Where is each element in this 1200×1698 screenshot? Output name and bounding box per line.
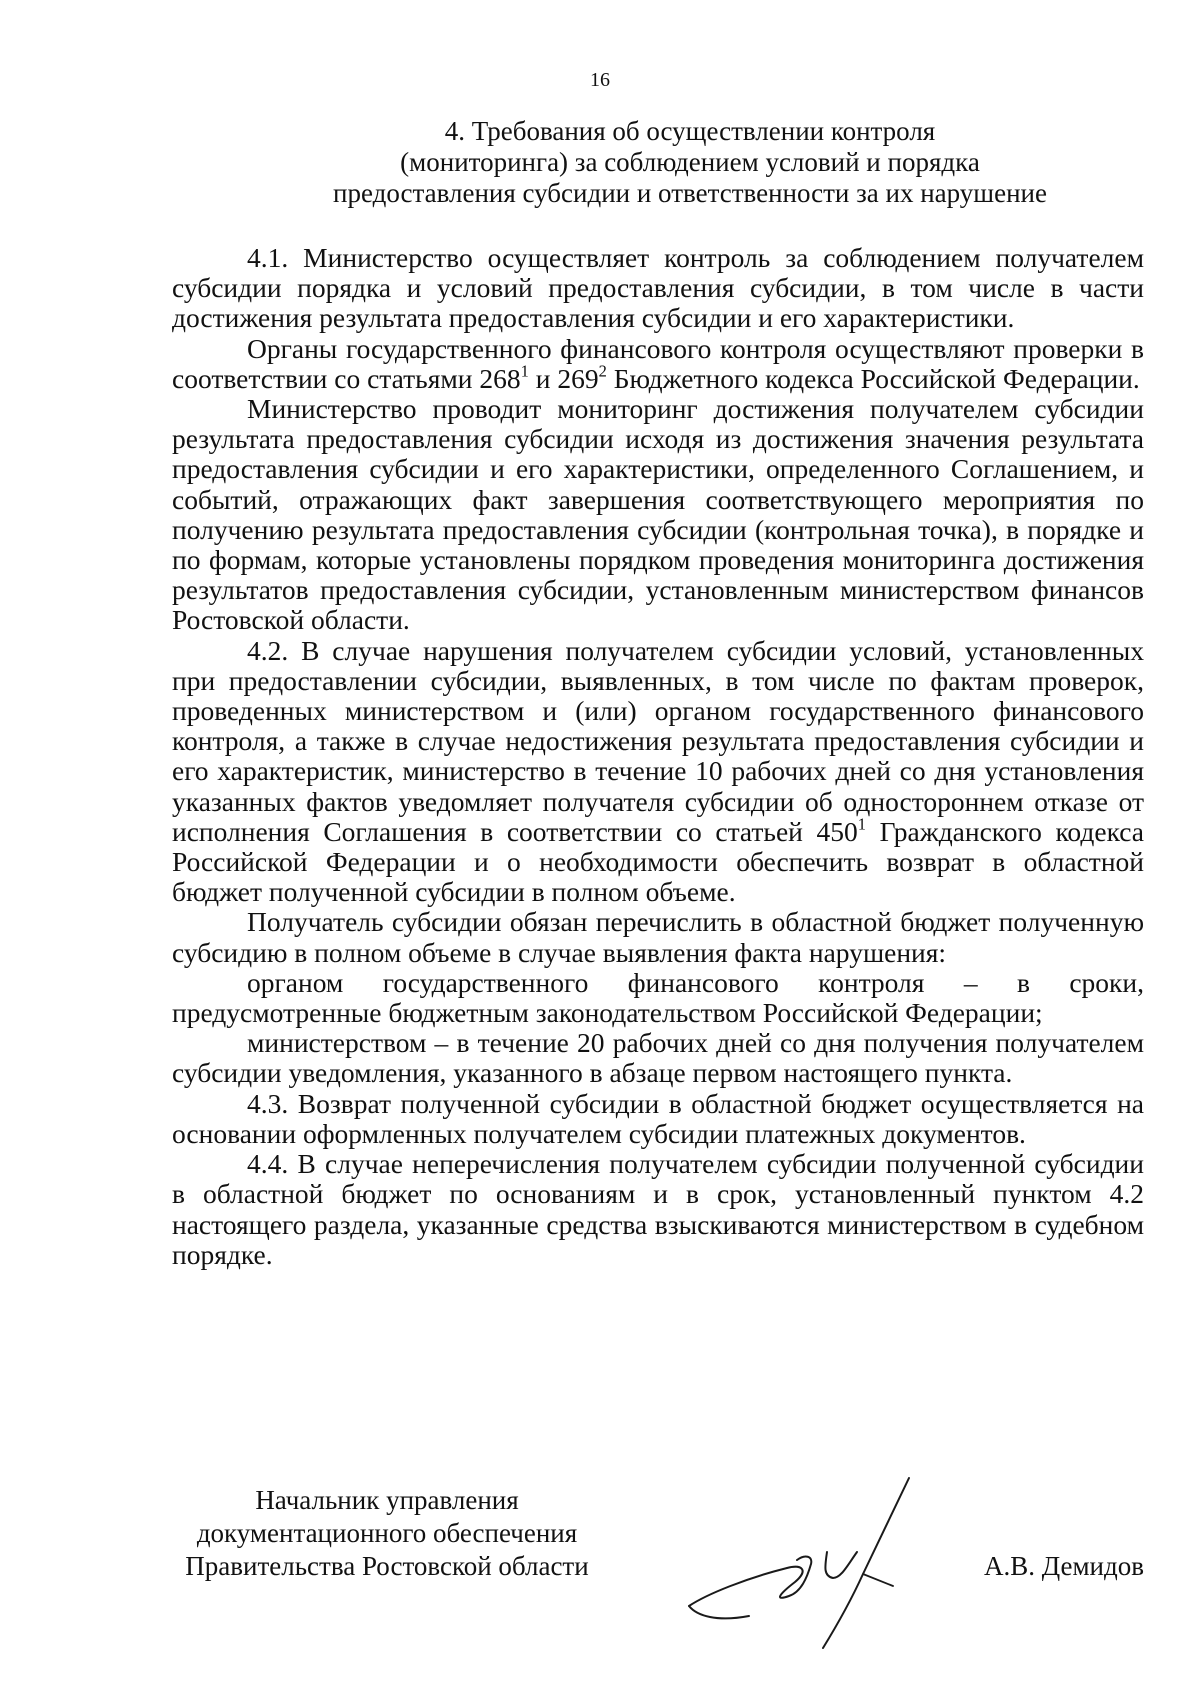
paragraph-text: и 269 [528,362,599,394]
signatory-title [172,1484,602,1583]
superscript: 1 [520,361,529,381]
signature-block [172,1484,1144,1674]
heading-line-1: 4. Требования об осуществлении контроля [444,116,936,146]
paragraph-audit-bodies [172,334,1144,394]
signatory-title-line-2: документационного обеспечения [196,1518,578,1548]
paragraph-refund-obligation: Получатель субсидии обязан перечислить в областной бюджет полученную субсидию в полном объеме в случае выявления факта нарушения: [172,906,1144,968]
handwritten-signature [677,1466,927,1656]
document-body [172,243,1144,1270]
signatory-name: А.В. Демидов [983,1551,1144,1581]
paragraph-4-3: 4.3. Возврат полученной субсидии в областной бюджет осуществляется на основании оформленных получателем субсидии платежных документов. [172,1087,1144,1149]
paragraph-text: Органы государственного финансового контроля осуществляют проверки в соответствии со статьями 268 [172,332,1144,394]
paragraph-monitoring: Министерство проводит мониторинг достижения получателем субсидии результата предоставления субсидии исходя из достижения значения результата предоставления субсидии и его характеристики, определенного Соглашением, и событий, отражающих факт завершения соответствующего мероприятия по получению результата предоставления субсидии (контрольная точка), в порядке и по формам, которые установлены порядком проведения мониторинга достижения результатов предоставления субсидии, установленным министерством финансов Ростовской области. [172,393,1144,636]
paragraph-refund-by-audit-body: органом государственного финансового контроля – в сроки, предусмотренные бюджетным законодательством Российской Федерации; [172,966,1144,1029]
paragraph-4-1: 4.1. Министерство осуществляет контроль за соблюдением получателем субсидии порядка и условий предоставления субсидии, в том числе в части достижения результата предоставления субсидии и его характеристики. [172,242,1144,334]
paragraph-text: 4.2. В случае нарушения получателем субсидии условий, установленных при предоставлении субсидии, выявленных, в том числе по фактам проверок, проведенных министерством и (или) органом государственного финансового контроля, а также в случае недостижения результата предоставления субсидии и его характеристик, министерство в течение 10 рабочих дней со дня установления указанных фактов уведомляет получателя субсидии об одностороннем отказе от исполнения Соглашения в соответствии со статьей 450 [172,634,1144,847]
page-number: 16 [590,69,610,91]
heading-line-2: (мониторинга) за соблюдением условий и порядка [400,147,980,177]
superscript: 2 [598,361,607,381]
heading-line-3: предоставления субсидии и ответственности за их нарушение [333,178,1047,208]
paragraph-4-4: 4.4. В случае неперечисления получателем субсидии полученной субсидии в областной бюджет по основаниям и в срок, установленный пунктом 4.2 настоящего раздела, указанные средства взыскиваются министерством в судебном порядке. [172,1148,1144,1270]
paragraph-4-2 [172,636,1144,908]
paragraph-refund-by-ministry: министерством – в течение 20 рабочих дней со дня получения получателем субсидии уведомления, указанного в абзаце первом настоящего пункта. [172,1027,1144,1089]
section-heading [160,116,1200,209]
superscript: 1 [857,814,866,834]
signatory-title-line-3: Правительства Ростовской области [185,1551,589,1581]
signatory-title-line-1: Начальник управления [255,1485,519,1515]
paragraph-text: Бюджетного кодекса Российской Федерации. [606,362,1140,394]
paragraph-text: Гражданского кодекса Российской Федерации и о необходимости обеспечить возврат в областной бюджет полученной субсидии в полном объеме. [172,815,1144,908]
